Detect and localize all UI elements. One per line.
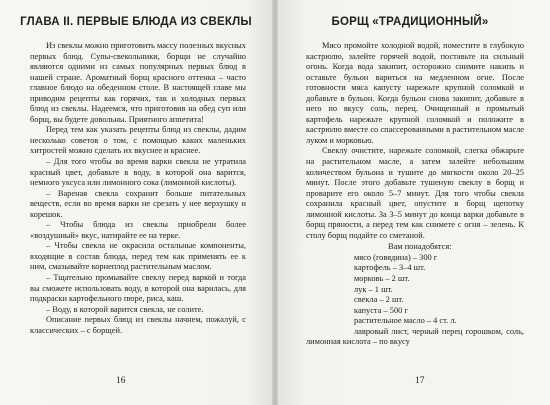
page-number: 16 xyxy=(116,376,126,386)
page-number: 17 xyxy=(415,376,425,386)
paragraph: Свеклу очистите, нарежьте соломкой, слегка обжарьте на растительном масле, а затем залейте небольшим количеством бульона и тушите до мягкости около 20–25 минут. После этого добавьте тушеную свеклу в борщ и проварите его около 5–7 минут. Для того чтобы свекла сохранила красный цвет, опустите в борщ щепотку лимонной кислоты. За 3–5 минут до конца варки добавьте в борщ пряности, а перед тем как снимете с огня – зелень. К столу борщ подайте со сметаной. xyxy=(306,146,524,240)
paragraph: Из свеклы можно приготовить массу полезных вкусных первых блюд. Супы-свекольники, борщи не случайно являются одними из самых популярных первых блюд в нашей стране. Ароматный борщ красного оттенка – часто главное блюдо на обеденном столе. В настоящей главе мы приводим рецепты как горячих, так и холодных первых блюд из свеклы. Надеемся, что приготовив на обед суп или борщ, вы будете довольны. Приятного аппетита! xyxy=(30,41,246,124)
paragraph: Описание первых блюд из свеклы начнем, пожалуй, с классических – с борщей. xyxy=(30,315,246,335)
paragraph: – Чтобы блюда из свеклы приобрели более «воздушный» вкус, натирайте ее на терке. xyxy=(30,220,246,240)
ingredient-item: капуста – 500 г xyxy=(354,305,408,315)
paragraph: – Чтобы свекла не окрасила остальные компоненты, входящие в состав блюда, перед тем как применять ее к ним, смазывайте корнеплод растительным маслом. xyxy=(30,241,246,272)
ingredient-item: морковь – 2 шт. xyxy=(354,274,410,284)
ingredient-item: растительное масло – 4 ст. л. xyxy=(354,316,457,326)
left-page xyxy=(0,0,272,405)
right-page-body xyxy=(306,41,524,348)
ingredient-item: лавровый лист, черный перец горошком, соль, xyxy=(354,326,524,336)
ingredients-title: Вам понадобятся: xyxy=(388,242,452,252)
right-page xyxy=(278,0,550,405)
ingredient-item: мясо (говядина) – 300 г xyxy=(354,252,438,262)
ingredient-item: свекла – 2 шт. xyxy=(354,295,404,305)
paragraph: Перед тем как указать рецепты блюд из свеклы, дадим несколько советов о том, с помощью каких маленьких хитростей можно сделать их вкуснее и краснее. xyxy=(30,125,246,156)
paragraph: – Вареная свекла сохранит больше питательных веществ, если во время варки не срезать у нее верхушку и корешок. xyxy=(30,188,246,219)
recipe-heading: БОРЩ «ТРАДИЦИОННЫЙ» xyxy=(331,16,489,28)
ingredient-item: картофель – 3–4 шт. xyxy=(354,263,426,273)
paragraph: – Для того чтобы во время варки свекла не утратила красный цвет, добавьте в воду, в которой она варится, немного уксуса или лимонного сока (лимонной кислоты). xyxy=(30,157,246,188)
left-page-body xyxy=(30,41,246,336)
ingredient-item: лук – 1 шт. xyxy=(354,284,393,294)
ingredients-list xyxy=(306,242,524,347)
ingredient-item-continued: лимонная кислота – по вкусу xyxy=(306,337,410,347)
chapter-heading: ГЛАВА II. ПЕРВЫЕ БЛЮДА ИЗ СВЕКЛЫ xyxy=(20,16,252,28)
paragraph: – Тщательно промывайте свеклу перед варкой и тогда вы сможете использовать воду, в которой она варилась, для подкраски картофельного пюре, риса, каш. xyxy=(30,273,246,304)
paragraph: Мясо промойте холодной водой, поместите в глубокую кастрюлю, залейте горячей водой, поставьте на сильный огонь. Когда вода закипит, осторожно снимите накипь и оставьте бульон вариться на медленном огне. После готовности мяса капусту нарежьте крупной соломкой и добавьте в бульон. Когда бульон снова закипит, добавьте в него по вкусу соль, перец. Очищенный и промытый картофель нарежьте крупной соломкой и положите в кастрюлю вместе со спассерованными в растительном масле луком и морковью. xyxy=(306,41,524,145)
paragraph: – Воду, в которой варится свекла, не солите. xyxy=(46,304,204,314)
